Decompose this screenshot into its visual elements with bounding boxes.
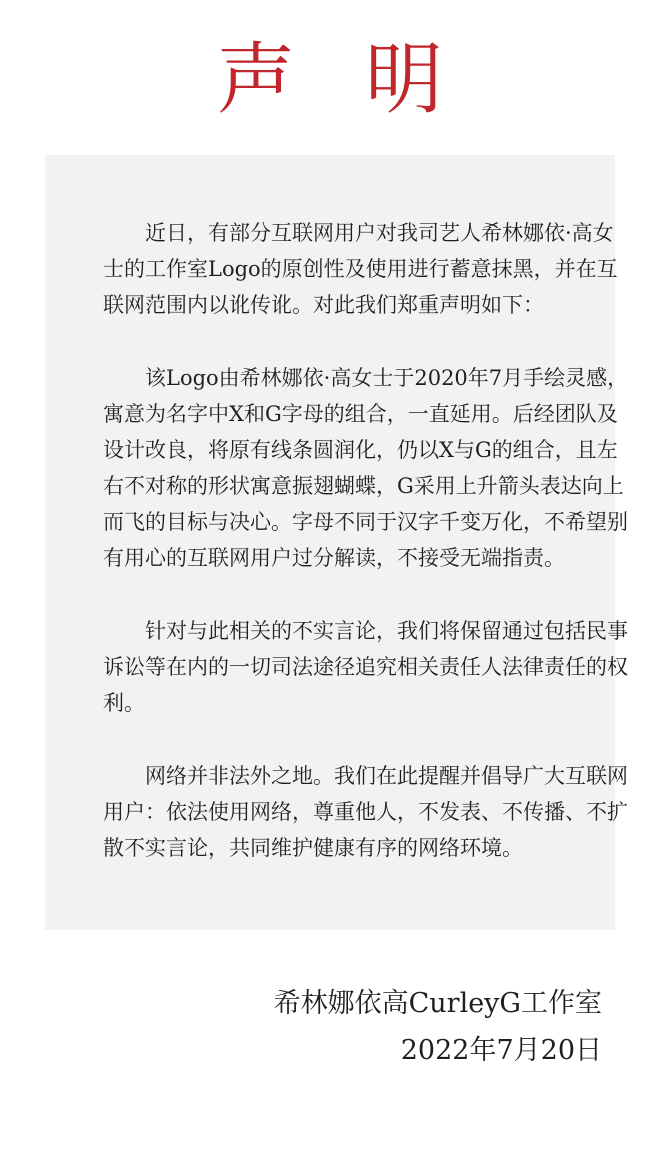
statement-paragraph-3: 针对与此相关的不实言论，我们将保留通过包括民事诉讼等在内的一切司法途径追究相关责任人法律责任的权利。 xyxy=(103,619,628,715)
statement-paragraph-4: 网络并非法外之地。我们在此提醒并倡导广大互联网用户：依法使用网络，尊重他人，不发表、不传播、不扩散不实言论，共同维护健康有序的网络环境。 xyxy=(103,764,628,860)
page-title xyxy=(0,30,660,130)
statement-paragraph-1: 近日，有部分互联网用户对我司艺人希林娜依·高女士的工作室Logo的原创性及使用进行蓄意抹黑，并在互联网范围内以讹传讹。对此我们郑重声明如下： xyxy=(103,221,618,317)
statement-panel xyxy=(45,155,629,930)
title-char-1: 声 xyxy=(216,35,295,125)
title-char-2: 明 xyxy=(365,35,444,125)
signature-block xyxy=(274,980,602,1074)
statement-paragraph-2: 该Logo由希林娜依·高女士于2020年7月手绘灵感，寓意为名字中X和G字母的组合，一直延用。后经团队及设计改良，将原有线条圆润化，仍以X与G的组合，且左右不对称的形状寓意振翅蝴蝶，G采用上升箭头表达向上而飞的目标与决心。字母不同于汉字千变万化，不希望别有用心的互联网用户过分解读，不接受无端指责。 xyxy=(103,366,629,570)
signature-studio: 希林娜依高CurleyG工作室 xyxy=(273,988,602,1019)
signature-date: 2022年7月20日 xyxy=(400,1035,602,1066)
statement-body xyxy=(103,215,633,866)
